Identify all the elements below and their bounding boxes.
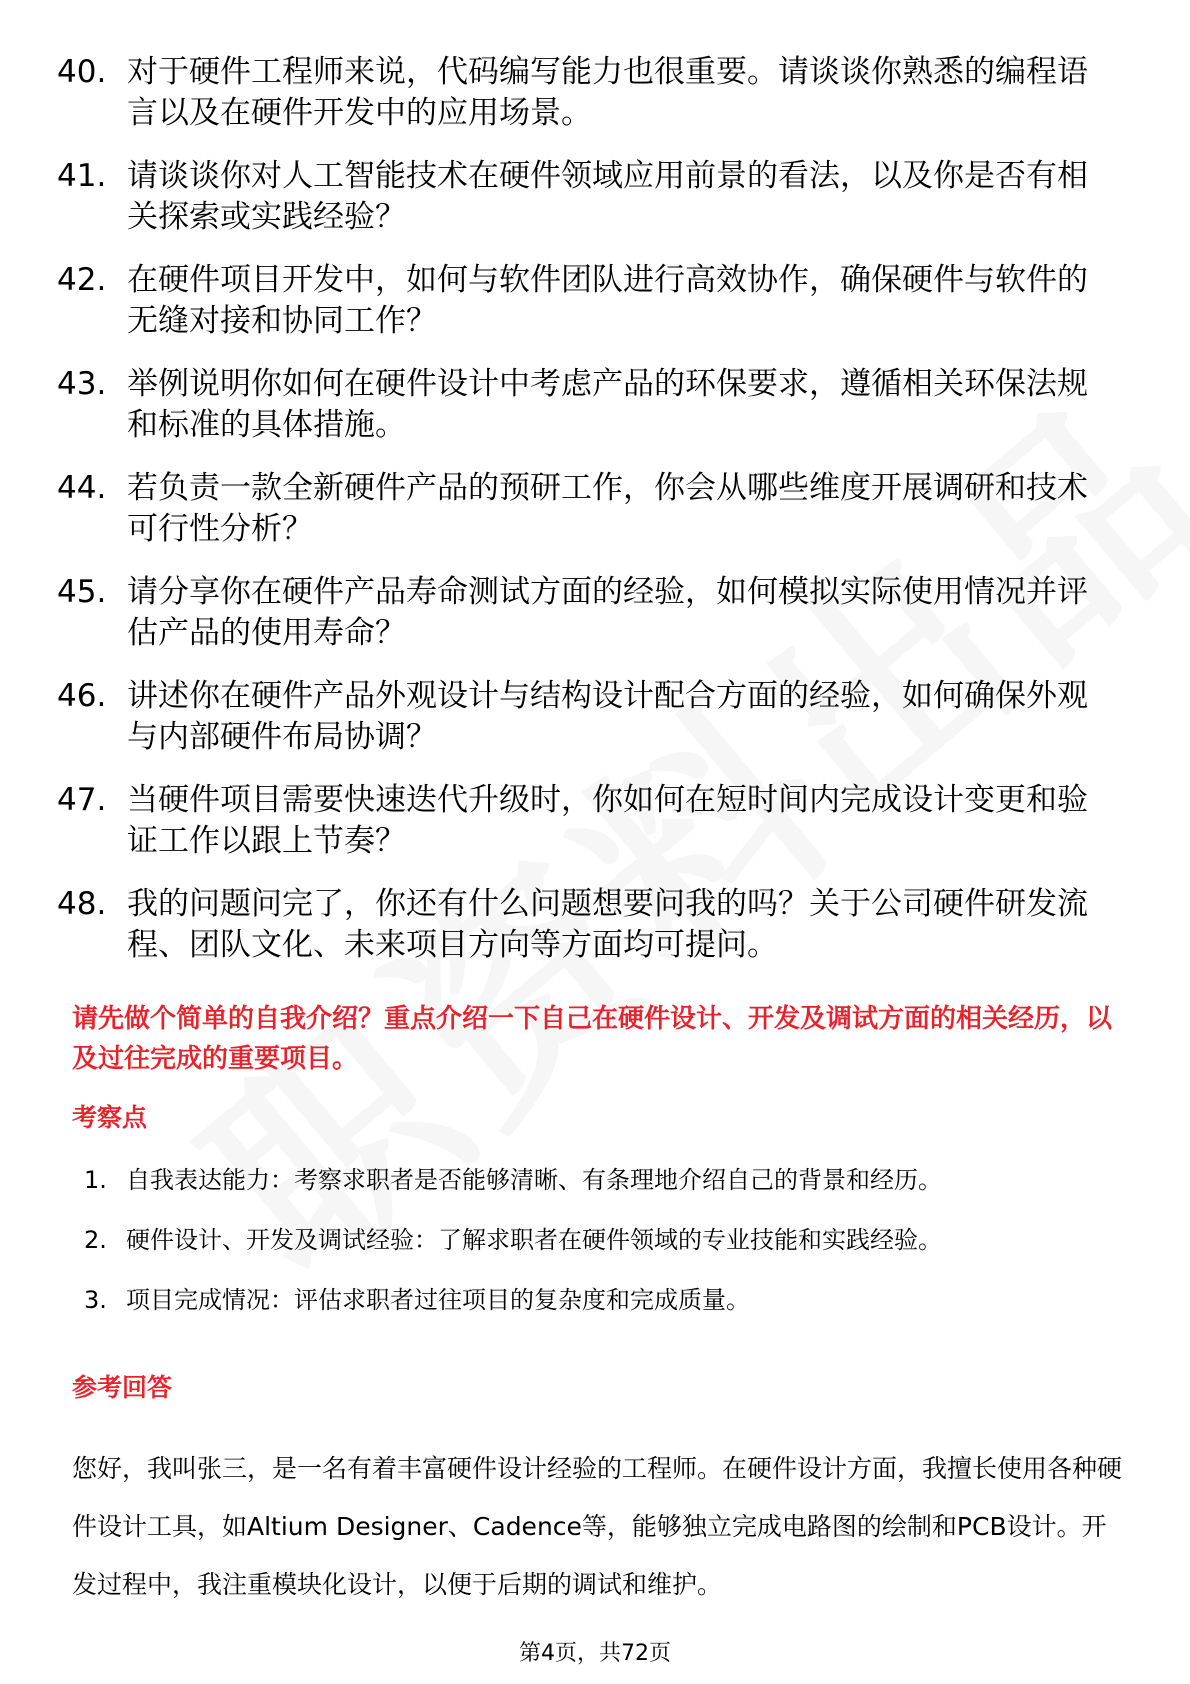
assessment-point-list — [84, 1163, 1124, 1343]
question-text: 在硬件项目开发中，如何与软件团队进行高效协作，确保硬件与软件的无缝对接和协同工作？ — [127, 262, 1088, 339]
question-number: 40. — [57, 54, 107, 90]
question-number: 47. — [57, 782, 107, 818]
point-number: 2. — [84, 1226, 107, 1254]
question-number: 43. — [57, 366, 107, 402]
section-title-assessment-points: 考察点 — [72, 1103, 148, 1132]
reference-answer-text: 您好，我叫张三，是一名有着丰富硬件设计经验的工程师。在硬件设计方面，我擅长使用各种硬件设计工具，如Altium Designer、Cadence等，能够独立完成电路图的绘制和PCB设计。开发过程中，我注重模块化设计，以便于后期的调试和维护。 — [72, 1454, 1123, 1599]
question-text: 当硬件项目需要快速迭代升级时，你如何在短时间内完成设计变更和验证工作以跟上节奏？ — [127, 782, 1088, 859]
question-item — [57, 52, 1117, 134]
point-text: 硬件设计、开发及调试经验：了解求职者在硬件领域的专业技能和实践经验。 — [126, 1226, 942, 1254]
question-item — [57, 572, 1117, 654]
question-number: 48. — [57, 886, 107, 922]
question-number: 46. — [57, 678, 107, 714]
point-number: 1. — [84, 1166, 107, 1194]
question-list — [57, 52, 1117, 988]
question-text: 举例说明你如何在硬件设计中考虑产品的环保要求，遵循相关环保法规和标准的具体措施。 — [127, 366, 1088, 443]
question-text: 若负责一款全新硬件产品的预研工作，你会从哪些维度开展调研和技术可行性分析？ — [127, 470, 1088, 547]
question-item — [57, 364, 1117, 446]
question-text: 讲述你在硬件产品外观设计与结构设计配合方面的经验，如何确保外观与内部硬件布局协调？ — [127, 678, 1088, 755]
question-text: 我的问题问完了，你还有什么问题想要问我的吗？关于公司硬件研发流程、团队文化、未来项目方向等方面均可提问。 — [127, 886, 1088, 963]
question-number: 45. — [57, 574, 107, 610]
assessment-point-item — [84, 1283, 1124, 1317]
question-number: 42. — [57, 262, 107, 298]
page-footer: 第4页，共72页 — [519, 1641, 671, 1666]
featured-question: 请先做个简单的自我介绍？重点介绍一下自己在硬件设计、开发及调试方面的相关经历，以及过往完成的重要项目。 — [72, 1004, 1113, 1074]
question-item — [57, 676, 1117, 758]
question-text: 请分享你在硬件产品寿命测试方面的经验，如何模拟实际使用情况并评估产品的使用寿命？ — [127, 574, 1088, 651]
point-number: 3. — [84, 1286, 107, 1314]
assessment-point-item — [84, 1163, 1124, 1197]
question-text: 对于硬件工程师来说，代码编写能力也很重要。请谈谈你熟悉的编程语言以及在硬件开发中的应用场景。 — [127, 54, 1088, 131]
question-item — [57, 884, 1117, 966]
section-title-reference-answer: 参考回答 — [72, 1373, 173, 1402]
question-item — [57, 156, 1117, 238]
question-item — [57, 780, 1117, 862]
question-number: 41. — [57, 158, 107, 194]
question-number: 44. — [57, 470, 107, 506]
assessment-point-item — [84, 1223, 1124, 1257]
question-item — [57, 468, 1117, 550]
question-text: 请谈谈你对人工智能技术在硬件领域应用前景的看法，以及你是否有相关探索或实践经验？ — [127, 158, 1088, 235]
question-item — [57, 260, 1117, 342]
point-text: 自我表达能力：考察求职者是否能够清晰、有条理地介绍自己的背景和经历。 — [126, 1166, 942, 1194]
point-text: 项目完成情况：评估求职者过往项目的复杂度和完成质量。 — [126, 1286, 750, 1314]
